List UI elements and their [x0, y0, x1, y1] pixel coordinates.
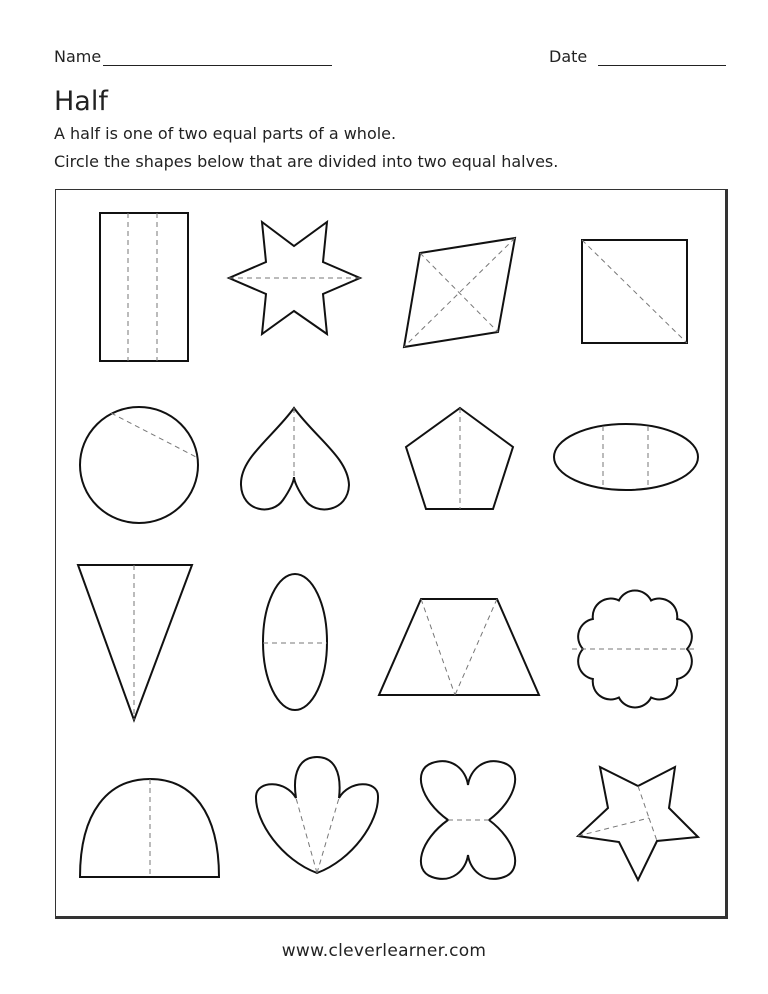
- name-label: Name: [54, 47, 102, 66]
- dome-shape[interactable]: [80, 779, 219, 877]
- tulip-shape[interactable]: [256, 757, 378, 873]
- worksheet-title: Half: [54, 86, 108, 117]
- five-point-star-shape[interactable]: [578, 767, 698, 880]
- trapezoid-shape[interactable]: [379, 599, 539, 695]
- date-label: Date: [549, 47, 588, 66]
- instruction-text: Circle the shapes below that are divided into two equal halves.: [54, 152, 559, 171]
- pentagon-shape[interactable]: [406, 408, 513, 509]
- circle-shape[interactable]: [80, 407, 198, 523]
- rectangle-shape[interactable]: [100, 213, 188, 361]
- cloud-flower-shape[interactable]: [572, 591, 698, 708]
- horizontal-ellipse-shape[interactable]: [554, 424, 698, 490]
- footer-website: www.cleverlearner.com: [281, 941, 487, 961]
- vertical-ellipse-shape[interactable]: [263, 574, 327, 710]
- butterfly-shape[interactable]: [421, 761, 515, 879]
- definition-text: A half is one of two equal parts of a whole.: [54, 124, 397, 143]
- square-shape[interactable]: [582, 240, 687, 343]
- heart-shape[interactable]: [241, 408, 349, 509]
- six-point-star-shape[interactable]: [229, 222, 360, 334]
- triangle-shape[interactable]: [78, 565, 192, 720]
- rhombus-shape[interactable]: [404, 238, 515, 347]
